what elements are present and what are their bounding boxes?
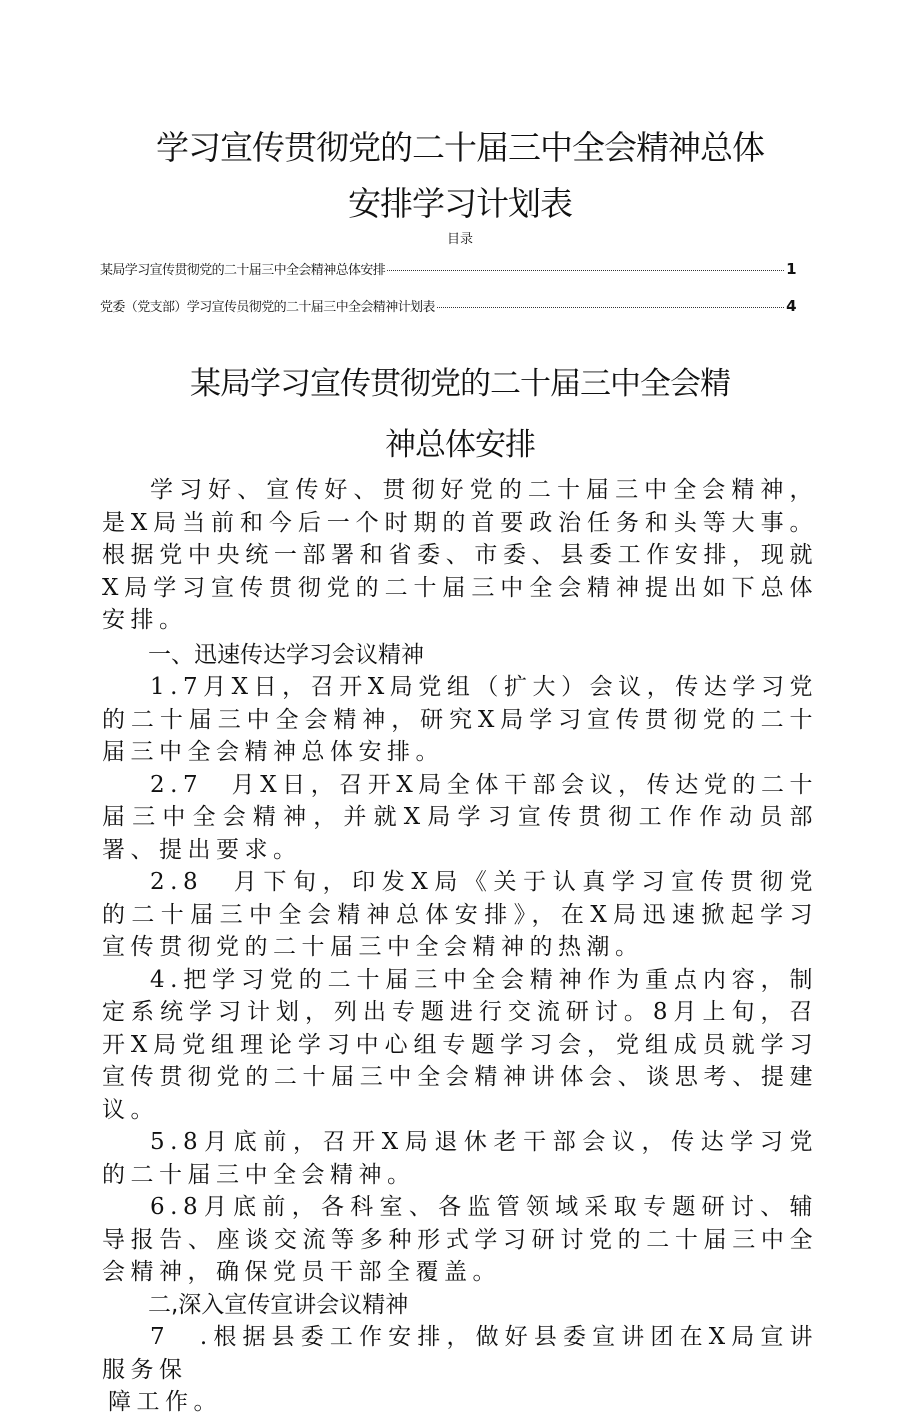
toc-entry-text: 某局学习宣传贯彻党的二十届三中全会精神总体安排 [100,263,386,278]
part-1-item-3: 2.8 月下旬，印发X局《关于认真学习宣传贯彻党的二十届三中全会精神总体安排》，在X局迅速掀起学习宣传贯彻党的二十届三中全会精神的热潮。 [102,869,818,960]
part-2-item-7: 7 .根据县委工作安排，做好县委宣讲团在X局宣讲服务保 [102,1324,818,1383]
section-body [102,474,818,1419]
part-1-heading: 一、迅速传达学习会议精神 [148,641,424,668]
part-1-item-5: 5.8月底前，召开X局退休老干部会议，传达学习党的二十届三中全会精神。 [102,1129,818,1188]
part-1-item-4: 4.把学习党的二十届三中全会精神作为重点内容，制定系统学习计划，列出专题进行交流研讨。8月上旬，召开X局党组理论学习中心组专题学习会，党组成员就学习宣传贯彻党的二十届三中全会精神讲体会、谈思考、提建议。 [102,966,818,1123]
part-1-item-2: 2.7 月X日，召开X局全体干部会议，传达党的二十届三中全会精神，并就X局学习宣传贯彻工作作动员部署、提出要求。 [102,771,818,863]
part-1-item-1: 1.7月X日，召开X局党组（扩大）会议，传达学习党的二十届三中全会精神，研究X局学习宣传贯彻党的二十届三中全会精神总体安排。 [102,674,818,765]
section-title-line-2: 神总体安排 [385,427,535,463]
section-title-line-1: 某局学习宣传贯彻党的二十届三中全会精 [190,366,730,402]
toc-entry-text: 党委（党支部）学习宣传员彻党的二十届三中全会精神计划表 [100,300,435,315]
part-2-item-7-continuation: 障工作。 [108,1389,222,1415]
intro-paragraph: 学习好、宣传好、贯彻好党的二十届三中全会精神，是X局当前和今后一个时期的首要政治任务和头等大事。根据党中央统一部署和省委、市委、县委工作安排，现就X局学习宣传贯彻党的二十届三中全会精神提出如下总体安排。 [102,477,818,633]
document-title-line-1: 学习宣传贯彻党的二十届三中全会精神总体 [156,128,764,167]
part-2-heading: 二,深入宣传宣讲会议精神 [148,1291,409,1318]
toc-leader-dots [387,269,784,271]
toc-leader-dots [437,306,784,308]
toc-entry-overall-arrangement[interactable] [100,260,796,280]
document-title-line-2: 安排学习计划表 [348,184,572,223]
toc-heading: 目录 [446,232,473,247]
toc-entry-study-plan-table[interactable] [100,297,796,317]
toc-entry-page-number: 1 [786,260,796,278]
part-1-item-6: 6.8月底前，各科室、各监管领域采取专题研讨、辅导报告、座谈交流等多种形式学习研讨党的二十届三中全会精神，确保党员干部全覆盖。 [102,1194,818,1285]
toc-entry-page-number: 4 [786,297,796,315]
